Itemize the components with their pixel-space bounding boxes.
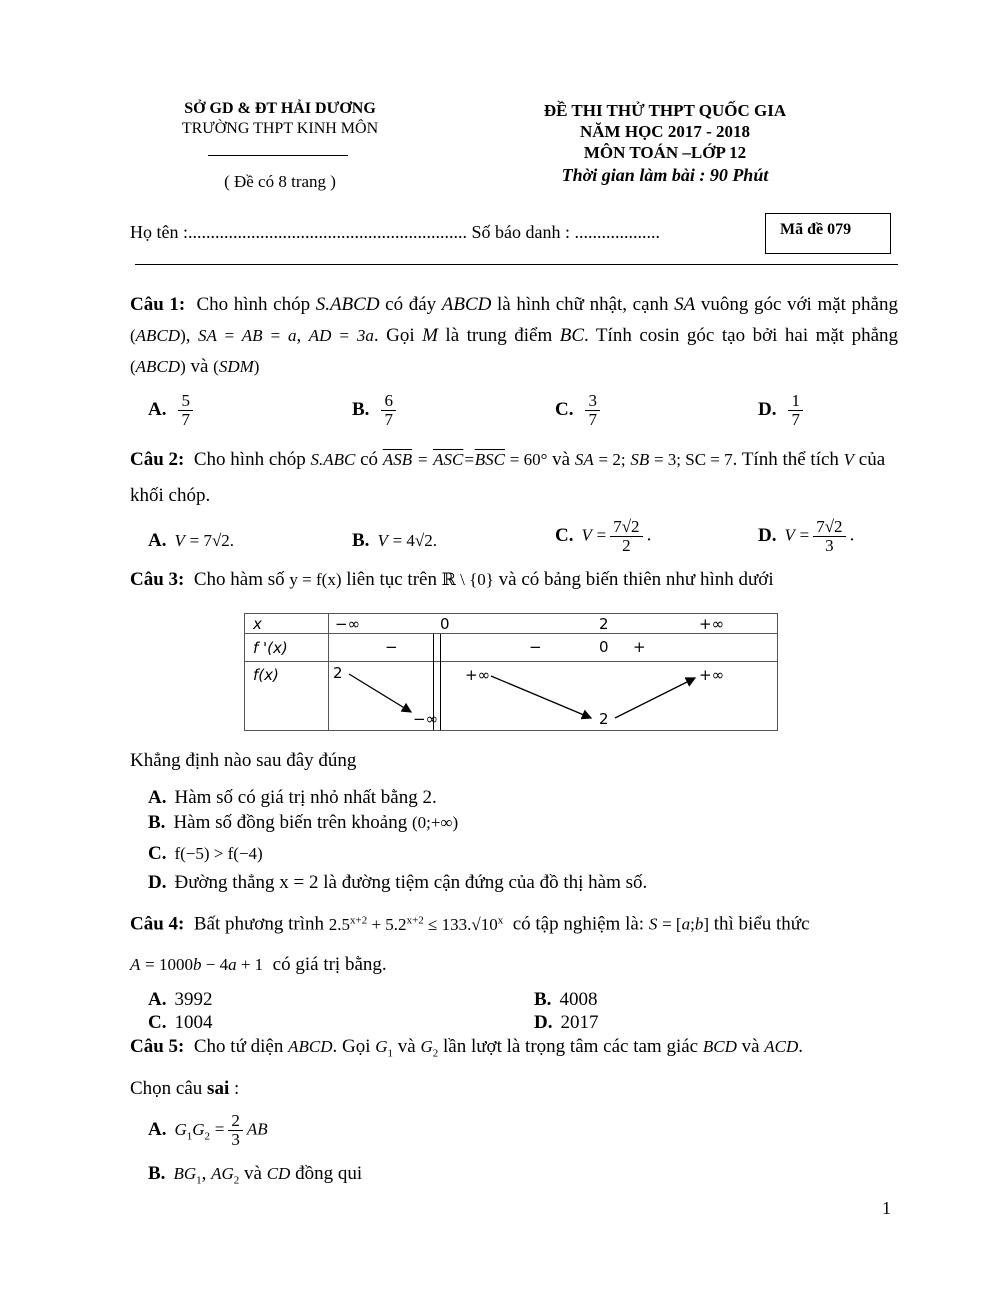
fprime-zero: 0 <box>599 638 609 657</box>
question-3: Câu 3: Cho hàm số y = f(x) liên tục trên ℝ \ {0} và có bảng biến thiên như hình dưới <box>130 569 774 590</box>
exam-title: ĐỀ THI THỬ THPT QUỐC GIA <box>543 101 787 120</box>
student-info-line: Họ tên :.............................................................. Số báo danh : ................... <box>130 222 660 242</box>
exam-year: NĂM HỌC 2017 - 2018 <box>580 122 750 141</box>
q1-option-d[interactable]: D. $\frac{1}{7}$ <box>758 392 807 429</box>
f-value-min: 2 <box>599 710 609 729</box>
f-value-left-end: −∞ <box>413 710 439 729</box>
dept-name: SỞ GD & ĐT HẢI DƯƠNG <box>184 100 376 117</box>
q1-option-a[interactable]: A. $\frac{5}{7}$ <box>148 392 197 429</box>
f-value-left-start: 2 <box>333 664 343 683</box>
q5-option-b[interactable]: B. $BG_1$, $AG_2$ và CD đồng qui <box>148 1163 363 1187</box>
question-label: Câu 5: <box>130 1036 185 1057</box>
q1-option-c[interactable]: C. $\frac{3}{7}$ <box>555 392 604 429</box>
school-name: TRƯỜNG THPT KINH MÔN <box>181 120 379 137</box>
q5-option-a[interactable]: A. $G_1G_2$ = $\frac{2}{3}$ AB <box>148 1111 268 1149</box>
q4-option-d[interactable]: D. 2017 <box>534 1012 599 1033</box>
fprime-sign-mid: − <box>529 638 542 657</box>
variation-table <box>244 613 778 731</box>
exam-subject: MÔN TOÁN –LỚP 12 <box>583 143 747 162</box>
exam-duration: Thời gian làm bài : 90 Phút <box>561 165 769 185</box>
question-label: Câu 1: <box>130 294 186 315</box>
decrease-arrow-right <box>491 676 591 718</box>
question-1: Câu 1: Cho hình chóp S.ABCD có đáy ABCD là hình chữ nhật, cạnh SA vuông góc với mặt phẳng (ABCD), SA = AB = a, AD = 3a. Gọi M là trung điểm BC. Tính cosin góc tạo bởi hai mặt phẳng (ABCD) và (SDM) <box>130 294 899 377</box>
q3-option-a[interactable]: A. Hàm số có giá trị nhỏ nhất bằng 2. <box>148 787 437 808</box>
q3-option-d[interactable]: D. Đường thẳng x = 2 là đường tiệm cận đứng của đồ thị hàm số. <box>148 872 648 893</box>
q1-option-b[interactable]: B. $\frac{6}{7}$ <box>352 392 400 429</box>
q2-option-c[interactable]: C. V = $\frac{7√2}{2}$ . <box>555 517 652 555</box>
discontinuity-bar <box>433 634 441 662</box>
page-number: 1 <box>882 1198 891 1218</box>
question-label: Câu 3: <box>130 569 185 590</box>
table-x-zero: 0 <box>440 615 450 633</box>
q4-option-a[interactable]: A. 3992 <box>148 989 213 1010</box>
fprime-sign-left: − <box>385 638 398 657</box>
table-x-pos-inf: +∞ <box>699 615 725 633</box>
q3-option-c[interactable]: C. f(−5) > f(−4) <box>148 843 263 864</box>
table-x-neg-inf: −∞ <box>335 615 361 633</box>
q2-option-b[interactable]: B. V = 4√2. <box>352 530 437 551</box>
table-f-label: f(x) <box>245 662 329 731</box>
header-rule <box>135 264 898 265</box>
f-value-right-start: +∞ <box>465 666 491 685</box>
q5-prompt: Chọn câu sai : <box>130 1078 240 1099</box>
q4-option-b[interactable]: B. 4008 <box>534 989 598 1010</box>
question-5: Câu 5: Cho tứ diện ABCD. Gọi $G_1$ và $G_2$ lần lượt là trọng tâm các tam giác BCD và ACD. <box>130 1036 804 1060</box>
fprime-sign-right: + <box>633 638 646 657</box>
variation-arrows <box>329 662 787 730</box>
exam-code-box: Mã đề 079 <box>765 213 891 254</box>
header-divider <box>208 155 348 156</box>
q3-prompt: Khẳng định nào sau đây đúng <box>130 750 357 771</box>
pages-note: ( Đề có 8 trang ) <box>224 172 336 191</box>
f-value-right-end: +∞ <box>699 666 725 685</box>
decrease-arrow-left <box>349 674 411 712</box>
question-label: Câu 4: <box>130 913 185 935</box>
table-x-two: 2 <box>599 615 609 633</box>
table-x-label: x <box>245 614 329 634</box>
question-2: Câu 2: Cho hình chóp S.ABC có $\overline{ASB} = \overline{ASC}=\overline{BSC} = 60^\circ$ và SA = 2; SB = 3; SC = 7. Tính thể tích V của khối chóp. <box>130 449 886 506</box>
question-label: Câu 2: <box>130 449 185 470</box>
q4-option-c[interactable]: C. 1004 <box>148 1012 213 1033</box>
q2-option-d[interactable]: D. V = $\frac{7√2}{3}$ . <box>758 517 855 555</box>
table-fprime-label: f '(x) <box>245 634 329 662</box>
question-4: Câu 4: Bất phương trình $2.5^{x+2} + 5.2^{x+2} \le 133.√10^x$ có tập nghiệm là: S = [a;b] thì biểu thức A = 1000b − 4a + 1 có giá trị bằng. <box>130 913 810 975</box>
q2-option-a[interactable]: A. V = 7√2. <box>148 530 235 551</box>
q3-option-b[interactable]: B. Hàm số đồng biến trên khoảng (0;+∞) <box>148 812 459 833</box>
increase-arrow <box>615 678 695 718</box>
